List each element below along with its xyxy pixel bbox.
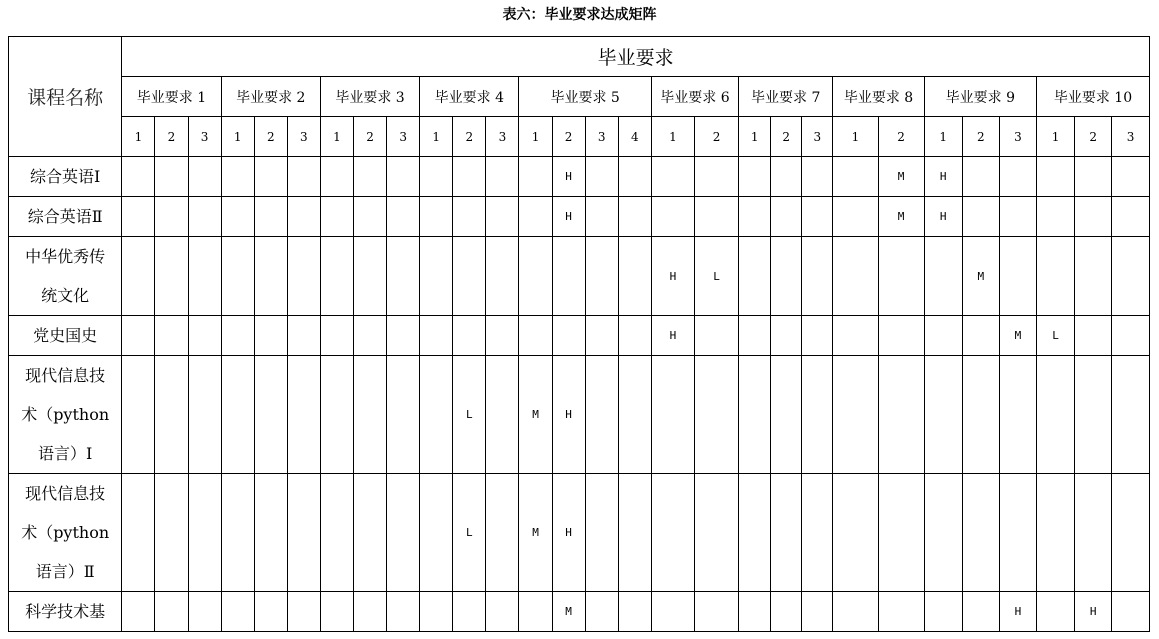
matrix-cell (287, 197, 320, 237)
matrix-cell (122, 356, 155, 474)
matrix-cell (878, 592, 924, 632)
matrix-cell (188, 592, 221, 632)
matrix-cell (618, 197, 651, 237)
matrix-cell (188, 157, 221, 197)
matrix-cell (519, 592, 552, 632)
matrix-cell (519, 157, 552, 197)
matrix-cell (833, 592, 878, 632)
course-name-cell (9, 592, 122, 632)
matrix-cell (552, 316, 585, 356)
course-name-line: 术（python (21, 405, 110, 424)
matrix-cell (833, 157, 878, 197)
matrix-cell: M (519, 356, 552, 474)
table-row (9, 474, 1150, 592)
requirement-header-10: 毕业要求 10 (1036, 77, 1149, 117)
subitem-header: 1 (924, 117, 962, 157)
matrix-cell (122, 197, 155, 237)
course-name-line: 综合英语Ⅱ (27, 207, 103, 226)
matrix-cell (739, 197, 771, 237)
course-name-line: 科学技术基 (25, 602, 106, 621)
matrix-cell (924, 316, 962, 356)
matrix-cell (221, 356, 254, 474)
matrix-cell (802, 237, 833, 316)
matrix-cell (585, 356, 618, 474)
matrix-cell: M (962, 237, 999, 316)
matrix-cell (802, 197, 833, 237)
matrix-cell (802, 356, 833, 474)
subitem-header: 1 (1036, 117, 1074, 157)
requirement-header-9: 毕业要求 9 (924, 77, 1036, 117)
matrix-cell (618, 157, 651, 197)
matrix-cell (585, 157, 618, 197)
matrix-cell (387, 157, 420, 197)
course-name-cell (9, 157, 122, 197)
matrix-cell (1036, 356, 1074, 474)
matrix-cell (739, 237, 771, 316)
matrix-cell (287, 592, 320, 632)
matrix-cell (155, 356, 188, 474)
course-name-cell (9, 316, 122, 356)
matrix-cell (924, 474, 962, 592)
subitem-header: 3 (1112, 117, 1150, 157)
matrix-cell (155, 157, 188, 197)
matrix-cell (254, 474, 287, 592)
matrix-cell (354, 592, 387, 632)
course-name-line: 党史国史 (33, 326, 98, 345)
matrix-cell (453, 237, 486, 316)
matrix-cell (1112, 592, 1150, 632)
matrix-cell: H (924, 197, 962, 237)
subitem-header: 4 (618, 117, 651, 157)
matrix-cell (155, 237, 188, 316)
matrix-cell (221, 592, 254, 632)
matrix-cell (618, 237, 651, 316)
subitem-header: 1 (122, 117, 155, 157)
requirement-header-3: 毕业要求 3 (320, 77, 419, 117)
matrix-cell (254, 237, 287, 316)
header-row-subitems (9, 117, 1150, 157)
matrix-cell: M (878, 157, 924, 197)
matrix-cell (1112, 237, 1150, 316)
matrix-cell (354, 237, 387, 316)
matrix-cell (618, 316, 651, 356)
matrix-cell: H (651, 316, 694, 356)
matrix-cell (221, 316, 254, 356)
matrix-cell (320, 237, 353, 316)
matrix-cell (486, 197, 519, 237)
matrix-cell (1075, 356, 1112, 474)
subitem-header: 2 (155, 117, 188, 157)
matrix-cell (387, 592, 420, 632)
matrix-cell (1075, 157, 1112, 197)
matrix-cell (651, 474, 694, 592)
matrix-cell (188, 237, 221, 316)
matrix-cell (694, 157, 738, 197)
requirement-header-8: 毕业要求 8 (833, 77, 924, 117)
matrix-cell (833, 197, 878, 237)
matrix-cell (999, 237, 1036, 316)
matrix-cell (420, 197, 453, 237)
table-row (9, 592, 1150, 632)
matrix-cell (585, 474, 618, 592)
matrix-cell (155, 592, 188, 632)
matrix-cell (924, 237, 962, 316)
matrix-cell (420, 474, 453, 592)
matrix-cell (833, 237, 878, 316)
subitem-header: 1 (221, 117, 254, 157)
matrix-cell (552, 237, 585, 316)
requirement-header-1: 毕业要求 1 (122, 77, 221, 117)
matrix-cell (585, 237, 618, 316)
matrix-cell: M (552, 592, 585, 632)
course-name-cell (9, 237, 122, 316)
matrix-cell (453, 157, 486, 197)
requirement-header-4: 毕业要求 4 (420, 77, 519, 117)
matrix-cell (420, 356, 453, 474)
matrix-cell: M (999, 316, 1036, 356)
matrix-cell (486, 356, 519, 474)
course-name-line: 中华优秀传 (25, 247, 106, 266)
subitem-header: 2 (453, 117, 486, 157)
matrix-cell (287, 474, 320, 592)
matrix-cell: H (552, 197, 585, 237)
matrix-cell (221, 474, 254, 592)
matrix-cell (453, 592, 486, 632)
matrix-cell (254, 197, 287, 237)
matrix-cell (320, 356, 353, 474)
subitem-header: 2 (552, 117, 585, 157)
subitem-header: 1 (651, 117, 694, 157)
matrix-cell (924, 592, 962, 632)
matrix-cell (1036, 592, 1074, 632)
matrix-cell (122, 474, 155, 592)
matrix-cell (1112, 356, 1150, 474)
matrix-cell (739, 316, 771, 356)
matrix-cell (486, 316, 519, 356)
matrix-cell (739, 157, 771, 197)
matrix-cell (188, 474, 221, 592)
matrix-cell (802, 474, 833, 592)
matrix-cell (221, 237, 254, 316)
matrix-cell: M (878, 197, 924, 237)
matrix-cell (802, 157, 833, 197)
matrix-cell (618, 356, 651, 474)
course-name-line: 语言）Ⅱ (35, 562, 95, 581)
matrix-cell (287, 237, 320, 316)
subitem-header: 3 (585, 117, 618, 157)
matrix-cell (221, 157, 254, 197)
matrix-cell (651, 592, 694, 632)
matrix-cell: L (453, 474, 486, 592)
matrix-cell (771, 592, 802, 632)
matrix-cell (420, 316, 453, 356)
requirements-matrix-table (8, 36, 1150, 632)
matrix-cell (320, 316, 353, 356)
matrix-cell (1036, 237, 1074, 316)
matrix-cell (651, 356, 694, 474)
matrix-cell (287, 157, 320, 197)
matrix-cell: H (552, 356, 585, 474)
matrix-cell (962, 197, 999, 237)
matrix-cell (486, 592, 519, 632)
matrix-cell (486, 237, 519, 316)
matrix-cell (771, 157, 802, 197)
matrix-cell (962, 474, 999, 592)
matrix-cell (833, 356, 878, 474)
matrix-cell (833, 474, 878, 592)
matrix-cell (1112, 316, 1150, 356)
course-name-line: 语言）Ⅰ (38, 444, 93, 463)
matrix-cell (387, 197, 420, 237)
subitem-header: 2 (962, 117, 999, 157)
matrix-cell: L (453, 356, 486, 474)
subitem-header: 3 (387, 117, 420, 157)
subitem-header: 2 (354, 117, 387, 157)
matrix-cell: H (651, 237, 694, 316)
matrix-cell (519, 197, 552, 237)
matrix-cell (420, 237, 453, 316)
matrix-cell (1036, 197, 1074, 237)
matrix-cell: H (924, 157, 962, 197)
matrix-cell (320, 157, 353, 197)
matrix-cell (962, 316, 999, 356)
matrix-cell (694, 197, 738, 237)
matrix-cell (155, 474, 188, 592)
matrix-cell (1036, 157, 1074, 197)
matrix-cell (486, 157, 519, 197)
matrix-cell (387, 356, 420, 474)
matrix-cell (1112, 474, 1150, 592)
matrix-cell (387, 237, 420, 316)
matrix-cell (354, 356, 387, 474)
subitem-header: 2 (254, 117, 287, 157)
matrix-cell (962, 157, 999, 197)
matrix-cell (739, 474, 771, 592)
page-title: 表六：毕业要求达成矩阵 (502, 7, 657, 23)
subitem-header: 2 (771, 117, 802, 157)
course-name-header: 课程名称 (9, 37, 122, 157)
matrix-cell (833, 316, 878, 356)
table-row (9, 356, 1150, 474)
matrix-cell (771, 316, 802, 356)
matrix-cell (802, 592, 833, 632)
requirement-header-7: 毕业要求 7 (739, 77, 833, 117)
matrix-cell (618, 474, 651, 592)
matrix-cell (694, 592, 738, 632)
subitem-header: 3 (486, 117, 519, 157)
course-name-line: 综合英语Ⅰ (30, 167, 101, 186)
matrix-cell (354, 474, 387, 592)
subitem-header: 1 (519, 117, 552, 157)
matrix-cell (878, 474, 924, 592)
requirement-header-2: 毕业要求 2 (221, 77, 320, 117)
matrix-cell (802, 316, 833, 356)
matrix-cell (771, 356, 802, 474)
subitem-header: 1 (320, 117, 353, 157)
matrix-cell (122, 237, 155, 316)
matrix-cell (771, 197, 802, 237)
matrix-cell: H (552, 474, 585, 592)
matrix-cell (420, 157, 453, 197)
matrix-cell (354, 316, 387, 356)
matrix-cell (1112, 197, 1150, 237)
subitem-header: 1 (420, 117, 453, 157)
table-row (9, 157, 1150, 197)
matrix-cell (878, 316, 924, 356)
matrix-cell (122, 157, 155, 197)
matrix-cell (519, 237, 552, 316)
matrix-cell (354, 157, 387, 197)
requirement-header-6: 毕业要求 6 (651, 77, 738, 117)
matrix-cell (320, 474, 353, 592)
matrix-cell (188, 356, 221, 474)
matrix-cell (1075, 316, 1112, 356)
matrix-cell (420, 592, 453, 632)
subitem-header: 2 (694, 117, 738, 157)
matrix-cell (155, 316, 188, 356)
matrix-cell (221, 197, 254, 237)
matrix-cell (999, 197, 1036, 237)
subitem-header: 3 (287, 117, 320, 157)
matrix-cell (771, 237, 802, 316)
matrix-cell: H (552, 157, 585, 197)
matrix-cell (519, 316, 552, 356)
matrix-cell (999, 474, 1036, 592)
matrix-cell (962, 356, 999, 474)
matrix-cell (585, 316, 618, 356)
matrix-cell (585, 197, 618, 237)
matrix-cell (122, 316, 155, 356)
matrix-cell: L (1036, 316, 1074, 356)
matrix-cell (453, 316, 486, 356)
matrix-cell (188, 197, 221, 237)
table-row (9, 316, 1150, 356)
matrix-cell (1075, 237, 1112, 316)
matrix-cell (739, 356, 771, 474)
course-name-line: 现代信息技 (25, 484, 106, 503)
matrix-cell: L (694, 237, 738, 316)
matrix-cell (694, 316, 738, 356)
table-row (9, 237, 1150, 316)
requirement-header-5: 毕业要求 5 (519, 77, 651, 117)
matrix-cell: M (519, 474, 552, 592)
matrix-cell (999, 157, 1036, 197)
course-name-line: 术（python (21, 523, 110, 542)
matrix-cell (1112, 157, 1150, 197)
matrix-cell (287, 316, 320, 356)
matrix-cell (999, 356, 1036, 474)
matrix-cell (486, 474, 519, 592)
matrix-cell (254, 316, 287, 356)
subitem-header: 3 (188, 117, 221, 157)
matrix-cell (1075, 474, 1112, 592)
subitem-header: 1 (833, 117, 878, 157)
matrix-cell (155, 197, 188, 237)
matrix-cell (585, 592, 618, 632)
course-name-cell (9, 356, 122, 474)
matrix-cell: H (1075, 592, 1112, 632)
matrix-cell (354, 197, 387, 237)
matrix-cell (320, 592, 353, 632)
course-name-cell (9, 197, 122, 237)
matrix-cell (453, 197, 486, 237)
matrix-cell (924, 356, 962, 474)
subitem-header: 3 (802, 117, 833, 157)
course-name-line: 现代信息技 (25, 366, 106, 385)
matrix-cell (694, 356, 738, 474)
matrix-cell (962, 592, 999, 632)
matrix-cell (651, 197, 694, 237)
matrix-cell (878, 237, 924, 316)
header-row-top (9, 37, 1150, 77)
matrix-cell (878, 356, 924, 474)
matrix-cell (694, 474, 738, 592)
matrix-cell: H (999, 592, 1036, 632)
matrix-cell (739, 592, 771, 632)
matrix-cell (320, 197, 353, 237)
subitem-header: 2 (878, 117, 924, 157)
subitem-header: 3 (999, 117, 1036, 157)
matrix-cell (771, 474, 802, 592)
matrix-cell (287, 356, 320, 474)
matrix-cell (254, 356, 287, 474)
course-name-line: 统文化 (41, 286, 90, 305)
matrix-cell (387, 474, 420, 592)
table-row (9, 197, 1150, 237)
matrix-cell (618, 592, 651, 632)
matrix-cell (254, 592, 287, 632)
matrix-cell (1075, 197, 1112, 237)
course-name-cell (9, 474, 122, 592)
matrix-cell (188, 316, 221, 356)
matrix-cell (254, 157, 287, 197)
graduation-requirements-header: 毕业要求 (122, 37, 1150, 77)
subitem-header: 1 (739, 117, 771, 157)
header-row-requirements (9, 77, 1150, 117)
matrix-cell (122, 592, 155, 632)
matrix-cell (1036, 474, 1074, 592)
subitem-header: 2 (1075, 117, 1112, 157)
matrix-cell (651, 157, 694, 197)
matrix-cell (387, 316, 420, 356)
